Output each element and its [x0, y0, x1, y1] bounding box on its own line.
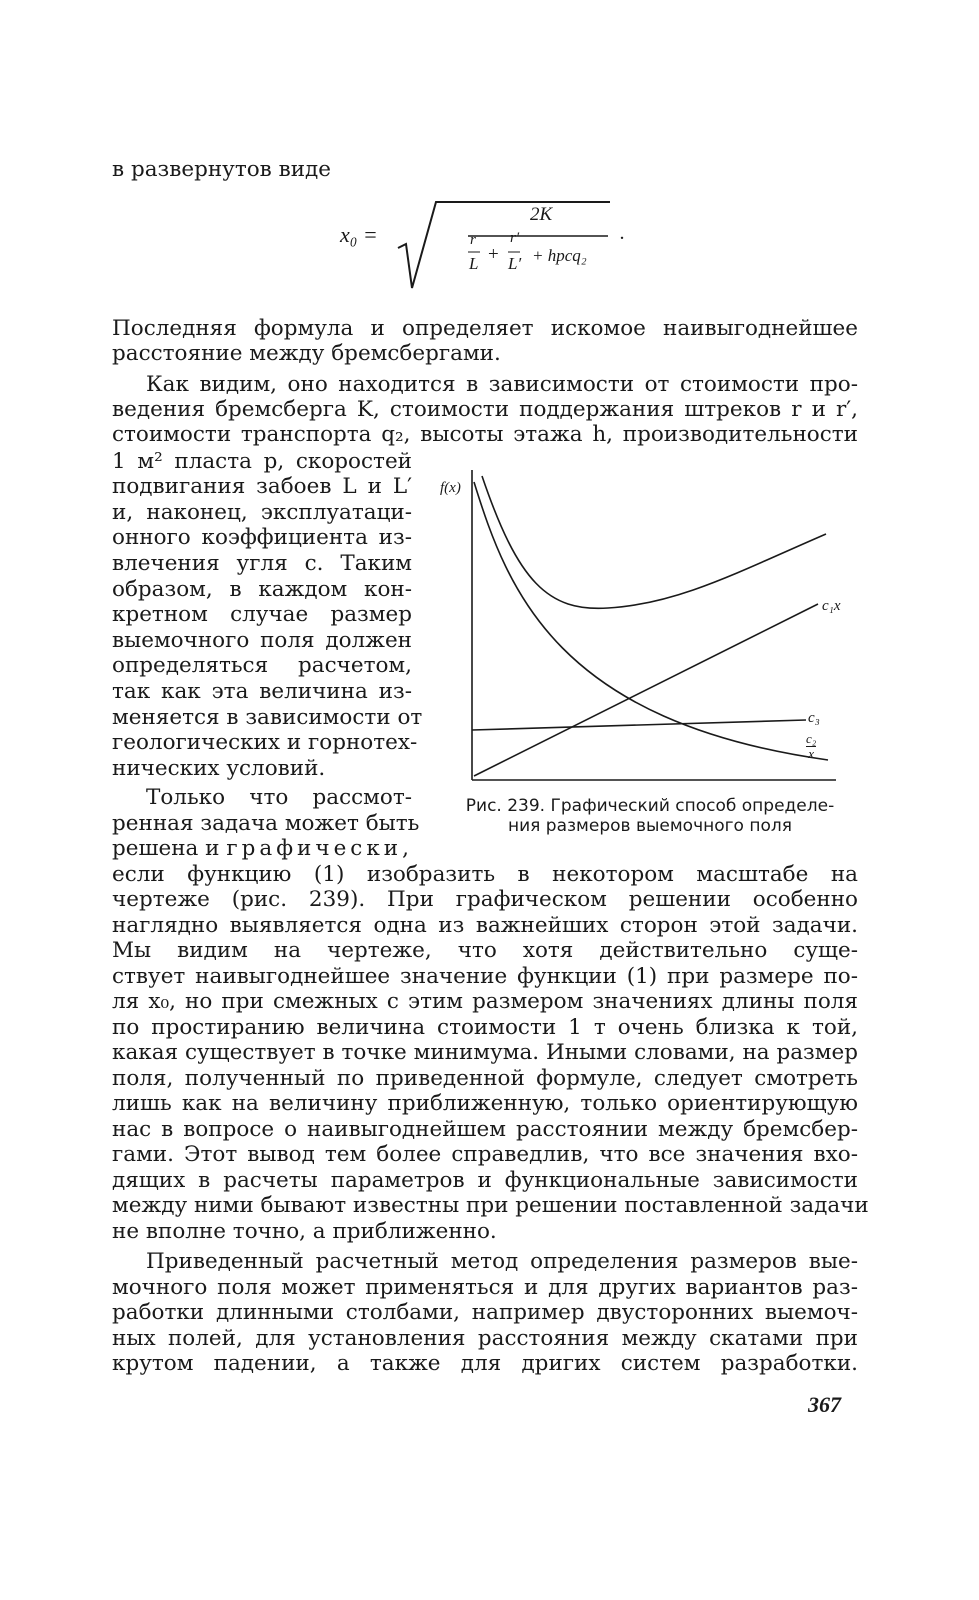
- column-line: онного коэффициента из-: [112, 525, 412, 550]
- column-line-start: решена и: [112, 836, 220, 861]
- figure-label-c2x-num: c₂: [806, 731, 817, 746]
- paragraph-line: работки длинными столбами, например двусторонних выемоч-: [112, 1300, 858, 1325]
- figure-caption-line: ния размеров выемочного поля: [508, 816, 792, 836]
- figure-caption: [440, 796, 860, 836]
- formula-lhs: x₀ =: [340, 222, 378, 247]
- paragraph-line: ведения бремсберга K, стоимости поддержания штреков r и r′,: [112, 397, 858, 422]
- column-line: определяться расчетом,: [112, 653, 412, 678]
- formula-den-L: L: [469, 254, 479, 273]
- column-line: Только что рассмот-: [146, 785, 412, 810]
- formula-den-Lp: L′: [508, 254, 522, 273]
- formula-den-tail: + hpcq₂: [532, 246, 587, 265]
- formula-numerator: 2K: [530, 204, 553, 225]
- formula-den-rp: r′: [510, 230, 520, 246]
- paragraph-line: Мы видим на чертеже, что хотя действительно суще-: [112, 938, 858, 963]
- paragraph-line: если функцию (1) изобразить в некотором масштабе на: [112, 862, 858, 887]
- paragraph-line: мочного поля может применяться и для других вариантов раз-: [112, 1275, 858, 1300]
- figure-label-c1x: c₁x: [822, 598, 841, 614]
- column-line: образом, в каждом кон-: [112, 577, 412, 602]
- figure-caption-line: Рис. 239. Графический способ определе-: [465, 796, 835, 816]
- column-line: кретном случае размер: [112, 602, 412, 627]
- paragraph-line: по простиранию величина стоимости 1 т очень близка к той,: [112, 1015, 858, 1040]
- paragraph-line: наглядно выявляется одна из важнейших сторон этой задачи.: [112, 913, 858, 938]
- paragraph-line: нас в вопросе о наивыгоднейшем расстоянии между бремсбер-: [112, 1117, 858, 1142]
- figure-label-c3: c₃: [808, 710, 820, 726]
- column-line: 1 м² пласта p, скоростей: [112, 449, 412, 474]
- figure-ylabel: f(x): [440, 480, 461, 496]
- paragraph-line: чертеже (рис. 239). При графическом решении особенно: [112, 887, 858, 912]
- paragraph-line: ствует наивыгоднейшее значение функции (1) при размере по-: [112, 964, 858, 989]
- column-line: выемочного поля должен: [112, 628, 412, 653]
- column-line: подвигания забоев L и L′: [112, 474, 412, 499]
- column-line: нических условий.: [112, 756, 326, 781]
- paragraph-line: дящих в расчеты параметров и функциональные зависимости: [112, 1168, 858, 1193]
- paragraph-line: крутом падении, а также для дригих систем разработки.: [112, 1351, 858, 1376]
- paragraph-line: поля, полученный по приведенной формуле, следует смотреть: [112, 1066, 858, 1091]
- paragraph-line: стоимости транспорта q₂, высоты этажа h, производительности: [112, 422, 858, 447]
- formula-den-r: r: [470, 232, 476, 248]
- column-line: [112, 836, 413, 861]
- figure-label-c2x: [806, 732, 816, 761]
- column-line: влечения угля c. Таким: [112, 551, 412, 576]
- column-line: и, наконец, эксплуатаци-: [112, 500, 412, 525]
- column-line: ренная задача может быть: [112, 811, 420, 836]
- page-number: 367: [808, 1392, 841, 1417]
- formula-plus: +: [488, 244, 499, 265]
- paragraph-line: Приведенный расчетный метод определения размеров выe-: [146, 1249, 858, 1274]
- paragraph-line: расстояние между бремсбергами.: [112, 341, 501, 366]
- column-line: так как эта величина из-: [112, 679, 412, 704]
- paragraph-line: лишь как на величину приближенную, только ориентирующую: [112, 1091, 858, 1116]
- paragraph-line: между ними бывают известны при решении поставленной задачи: [112, 1193, 869, 1218]
- column-line: меняется в зависимости от: [112, 705, 423, 730]
- column-line: геологических и горнотех-: [112, 730, 418, 755]
- figure-label-c2x-den: x: [808, 746, 815, 761]
- paragraph-line: ных полей, для установления расстояния между скатами при: [112, 1326, 858, 1351]
- paragraph-line: не вполне точно, а приближенно.: [112, 1219, 497, 1244]
- formula: [340, 200, 640, 300]
- intro-text: в развернутов виде: [112, 157, 331, 182]
- paragraph-line: ля x₀, но при смежных с этим размером значениях длины поля: [112, 989, 858, 1014]
- paragraph-line: Как видим, оно находится в зависимости от стоимости про-: [146, 372, 858, 397]
- paragraph-line: какая существует в точке минимума. Иными словами, на размер: [112, 1040, 858, 1065]
- spaced-word: графически,: [226, 836, 413, 861]
- paragraph-line: гами. Этот вывод тем более справедлив, что все значения вхо-: [112, 1142, 858, 1167]
- paragraph-line: Последняя формула и определяет искомое наивыгоднейшее: [112, 316, 858, 341]
- figure-239: [438, 462, 858, 792]
- formula-end: .: [620, 222, 625, 244]
